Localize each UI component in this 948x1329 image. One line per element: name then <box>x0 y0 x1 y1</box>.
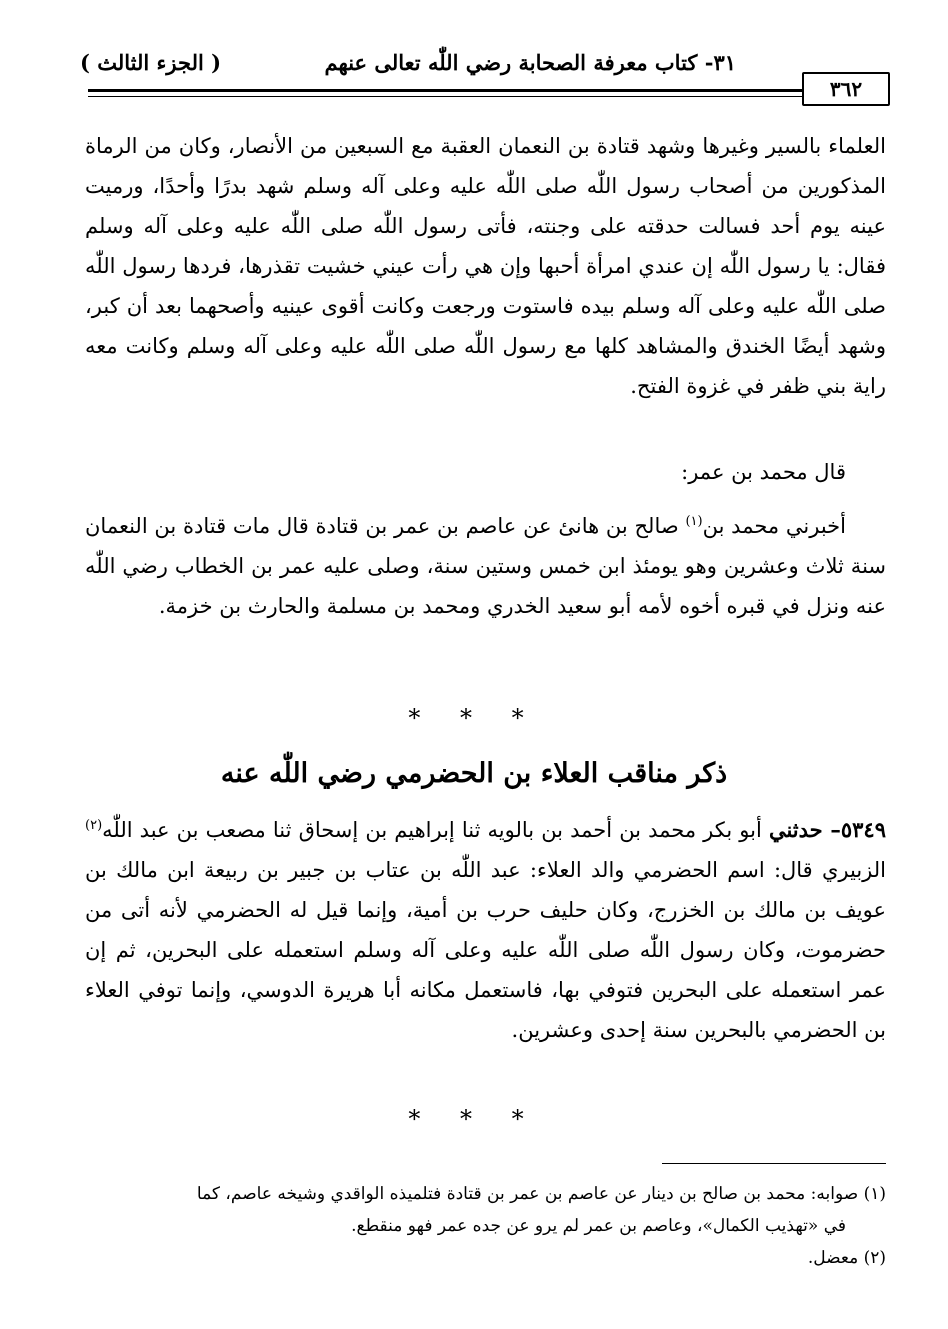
paragraph-text-start: أخبرني محمد بن <box>702 514 846 538</box>
paragraph-text-rest: الزبيري قال: اسم الحضرمي والد العلاء: عبد اللّٰه بن عتاب بن جبير بن ربيعة ابن مالك بن عويف بن مالك بن الخزرج، وكان حليف حرب بن أمية، وإنما قيل له الحضرمي لأنه أتى من حضرموت، وكان رسول اللّٰه صلى اللّٰه عليه وعلى آله وسلم استعمله على البحرين، ثم إن عمر استعمله على البحرين فتوفي بها، فاستعمل مكانه أبا هريرة الدوسي، وإنما توفي العلاء بن الحضرمي بالبحرين سنة إحدى وعشرين. <box>85 858 887 1042</box>
paragraph-text: العلماء بالسير وغيرها وشهد قتادة بن النعمان العقبة مع السبعين من الأنصار، وكان من الرماة المذكورين من أصحاب رسول اللّٰه صلى اللّٰه عليه وعلى آله وسلم شهد بدرًا وأحدًا، ورميت عينه يوم أحد فسالت حدقته على وجنته، فأتى رسول اللّٰه صلى اللّٰه عليه وعلى آله وسلم فقال: يا رسول اللّٰه إن عندي امرأة أحبها وإن هي رأت عيني خشيت تقذرها، فردها رسول اللّٰه صلى اللّٰه عليه وعلى آله وسلم بيده فاستوت ورجعت وكانت أقوى عينيه وأصحهما بعد أن كبر، وشهد أيضًا الخندق والمشاهد كلها مع رسول اللّٰه صلى اللّٰه عليه وعلى آله وسلم وكانت معه راية بني ظفر في غزوة الفتح. <box>85 134 886 398</box>
page-number: ٣٦٢ <box>802 72 890 106</box>
header-rule-thin <box>88 96 878 97</box>
paragraph-text-start: أبو بكر محمد بن أحمد بن بالويه ثنا إبراهيم بن إسحاق ثنا مصعب بن عبد اللّٰه <box>102 818 769 842</box>
footnote-1-continued: في «تهذيب الكمال»، وعاصم بن عمر لم يرو عن جده عمر فهو منقطع. <box>351 1216 846 1236</box>
footnote-ref-2: (٢) <box>85 818 103 833</box>
paragraph-akhbarani <box>85 506 886 626</box>
footnote-rule <box>662 1163 886 1164</box>
paragraph-text <box>85 810 886 1050</box>
paragraph-text-rest: صالح بن هانئ عن عاصم بن عمر بن قتادة قال مات قتادة بن النعمان سنة ثلاث وعشرين وهو يومئذ ابن خمس وستين سنة، وصلى عليه عمر بن الخطاب رضي اللّٰه عنه ونزل في قبره أخوه لأمه أبو سعيد الخدري ومحمد بن مسلمة والحارث بن خزمة. <box>85 514 886 618</box>
paragraph-text: قال محمد بن عمر: <box>681 460 846 484</box>
running-header <box>80 48 886 88</box>
footnote-1: (١) صوابه: محمد بن صالح بن دينار عن عاصم بن عمر بن قتادة فتلميذه الواقدي وشيخه عاصم، كما <box>196 1184 886 1204</box>
header-rule-thick <box>88 89 878 92</box>
footnotes <box>100 1178 886 1274</box>
paragraph-hadith-5349 <box>85 810 886 1050</box>
paragraph-qatada <box>85 126 886 406</box>
section-separator: * * * <box>408 704 540 732</box>
footnote-ref-1: (١) <box>685 514 703 529</box>
footnote-2: (٢) معضل. <box>807 1248 886 1268</box>
volume-label: ( الجزء الثالث ) <box>80 50 222 75</box>
hadith-number: ٥٣٤٩ <box>840 817 886 842</box>
section-separator-end: * * * <box>408 1105 540 1133</box>
hadith-opening: – حدثني <box>768 817 841 842</box>
paragraph-qala <box>85 452 886 492</box>
section-heading: ذكر مناقب العلاء بن الحضرمي رضي اللّٰه عنه <box>220 758 728 789</box>
book-title: ٣١- كتاب معرفة الصحابة رضي اللّٰه تعالى عنهم <box>324 50 736 75</box>
paragraph-text <box>85 506 886 626</box>
